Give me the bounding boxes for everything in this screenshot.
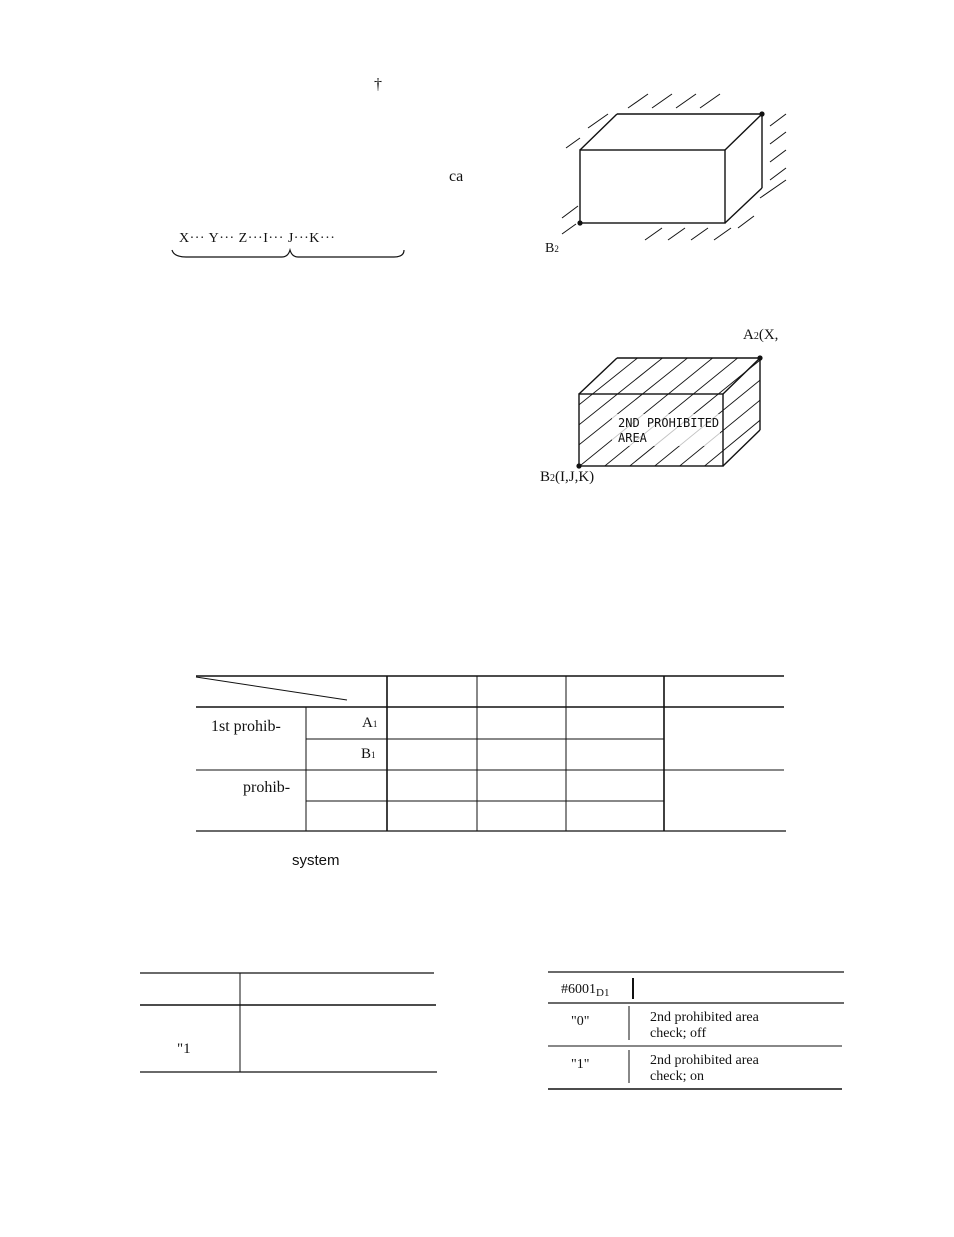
system-fragment: system [292,852,340,869]
figure1-hatching [562,94,786,240]
description-cell-1: 2nd prohibited area check; on [650,1053,759,1084]
area-table-rules [196,676,786,831]
figure2-point-a [757,355,762,360]
left-param-value: "1 [177,1041,191,1057]
figure2-point-b [576,463,581,468]
description-cell-0: 2nd prohibited area check; off [650,1010,759,1041]
command-format: X··· Y··· Z···I··· J···K··· [179,231,336,246]
truncated-word: ca [449,168,464,185]
b1-label: B1 [361,746,376,762]
figure2-area-label: 2ND PROHIBITED AREA [618,416,720,445]
value-cell-1: "1" [571,1057,590,1072]
dagger-mark: † [374,76,382,93]
figure2-box [579,358,760,466]
a1-label: A1 [362,715,378,731]
figure1-box [580,114,762,223]
row2-label: prohib- [243,779,291,796]
command-brace [172,250,404,257]
figure2-b2-label: B2(I,J,K) [540,469,595,485]
figure1-b2-label: B2 [545,241,559,256]
figure2-a2-label: A2(X, [743,327,779,343]
row1-label: 1st prohib- [211,718,281,735]
value-cell-0: "0" [571,1014,590,1029]
right-param-number: $\#6001_{D1}$ [561,982,610,999]
figure1-point-a [759,111,764,116]
figure1-point-b [577,220,582,225]
